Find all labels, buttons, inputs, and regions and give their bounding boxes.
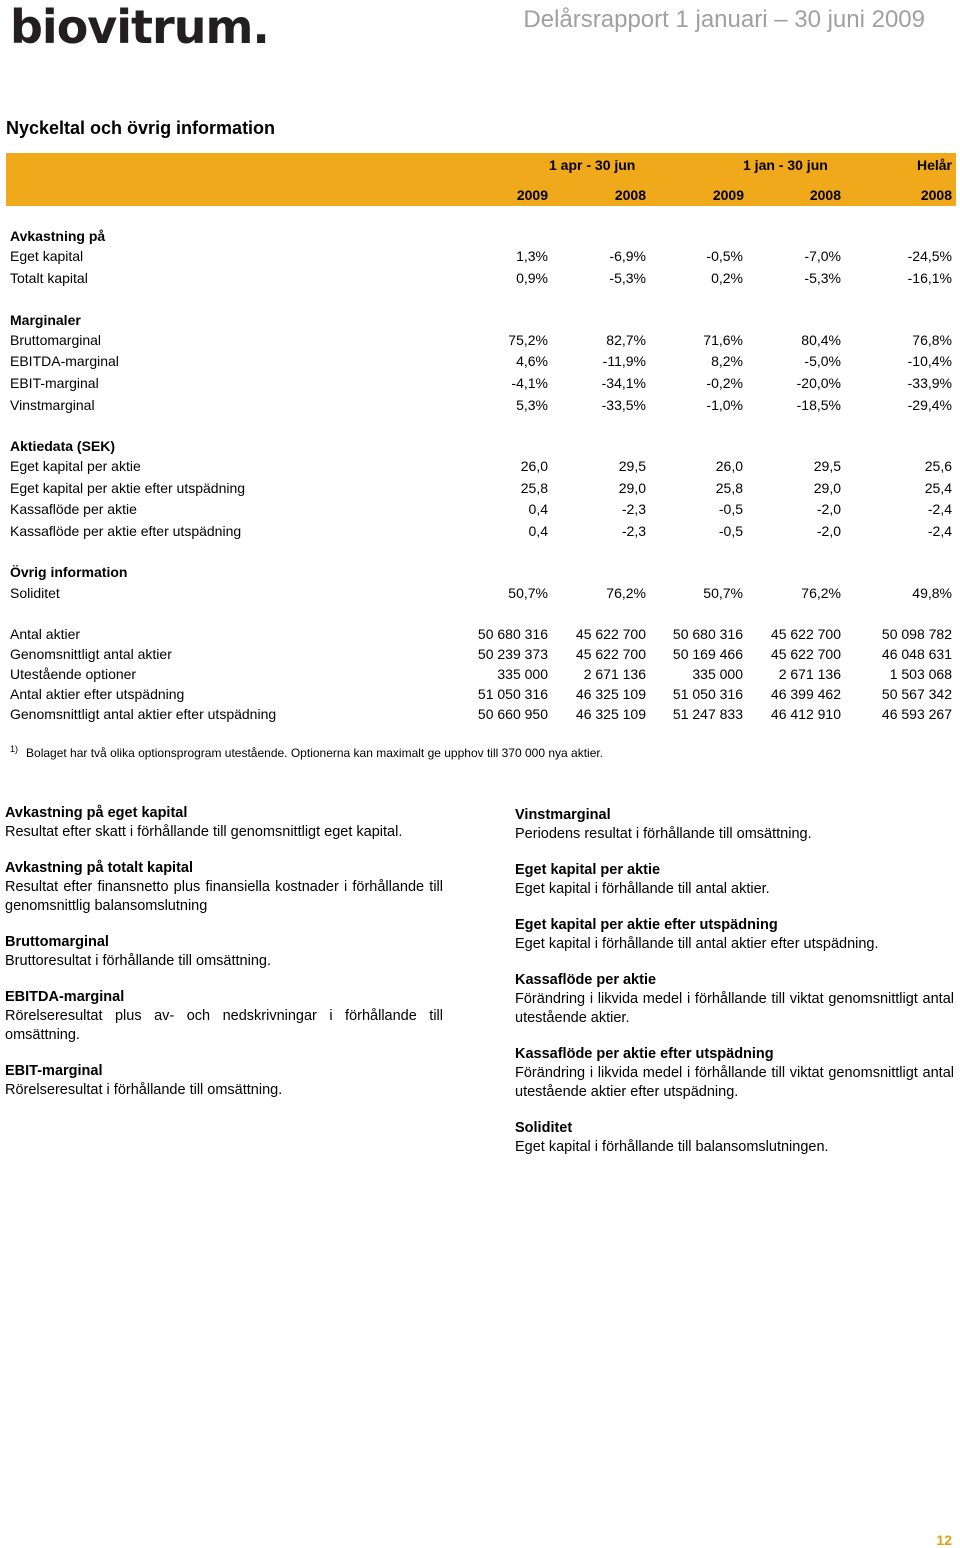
row-label: Eget kapital per aktie	[10, 458, 141, 474]
row-label: Marginaler	[10, 312, 81, 328]
table-cell: 29,0	[813, 480, 841, 496]
definition-term: Eget kapital per aktie efter utspädning	[515, 917, 778, 933]
table-cell: 45 622 700	[770, 626, 841, 642]
table-cell: -1,0%	[706, 397, 743, 413]
table-cell: 50 098 782	[881, 626, 952, 642]
definition-term: Soliditet	[515, 1120, 573, 1136]
table-cell: 29,5	[618, 458, 646, 474]
table-cell: -5,3%	[609, 270, 646, 286]
row-label: EBIT-marginal	[10, 375, 99, 391]
table-cell: 0,2%	[711, 270, 743, 286]
column-year: 2009	[712, 187, 744, 203]
table-cell: 51 050 316	[477, 686, 548, 702]
table-cell: 76,8%	[912, 332, 952, 348]
definition-item	[5, 804, 443, 842]
definition-text: Bruttoresultat i förhållande till omsättning.	[5, 953, 271, 969]
table-cell: -24,5%	[907, 248, 952, 264]
definition-text: Eget kapital i förhållande till balansomslutningen.	[515, 1139, 829, 1155]
table-row	[0, 646, 960, 666]
column-group-q2: 1 apr - 30 jun	[549, 157, 636, 173]
table-cell: 26,0	[715, 458, 743, 474]
row-label: Eget kapital	[10, 248, 84, 264]
definition-text: Eget kapital i förhållande till antal aktier efter utspädning.	[515, 936, 879, 952]
row-label: Avkastning på	[10, 228, 106, 244]
definitions-left	[5, 804, 443, 1117]
table-row	[0, 332, 960, 352]
table-cell: 8,2%	[711, 353, 743, 369]
table-group-heading	[0, 564, 960, 584]
row-label: Övrig information	[10, 564, 128, 580]
definition-item	[515, 971, 954, 1028]
table-cell: 29,0	[618, 480, 646, 496]
table-cell: 29,5	[813, 458, 841, 474]
table-row	[0, 585, 960, 605]
table-cell: 50 169 466	[672, 646, 743, 662]
table-cell: 75,2%	[508, 332, 548, 348]
column-group-year: Helår	[916, 157, 952, 173]
definitions-right	[515, 806, 954, 1174]
definition-term: Avkastning på totalt kapital	[5, 860, 193, 876]
table-cell: -18,5%	[796, 397, 841, 413]
table-row	[0, 686, 960, 706]
table-group-heading	[0, 438, 960, 458]
company-logo: biovitrum.	[10, 0, 269, 54]
table-cell: -20,0%	[796, 375, 841, 391]
row-label: Genomsnittligt antal aktier efter utspädning	[10, 706, 277, 722]
definition-term: EBIT-marginal	[5, 1063, 103, 1079]
table-cell: 45 622 700	[575, 646, 646, 662]
row-label: Eget kapital per aktie efter utspädning	[10, 480, 246, 496]
definition-term: Eget kapital per aktie	[515, 862, 661, 878]
table-cell: 51 247 833	[672, 706, 743, 722]
table-cell: -34,1%	[601, 375, 646, 391]
table-cell: 76,2%	[606, 585, 646, 601]
definition-item	[515, 916, 954, 954]
table-cell: 5,3%	[516, 397, 548, 413]
table-cell: 49,8%	[912, 585, 952, 601]
table-row	[0, 501, 960, 521]
definition-text: Förändring i likvida medel i förhållande till viktat genomsnittligt antal utestående aktier.	[515, 991, 954, 1026]
table-cell: 4,6%	[516, 353, 548, 369]
table-row	[0, 706, 960, 726]
table-cell: 50 239 373	[477, 646, 548, 662]
row-label: Antal aktier	[10, 626, 81, 642]
table-group-heading	[0, 228, 960, 248]
table-cell: -0,5%	[706, 248, 743, 264]
table-cell: 25,6	[924, 458, 952, 474]
table-cell: 50 567 342	[881, 686, 952, 702]
definition-text: Resultat efter finansnetto plus finansiella kostnader i förhållande till genomsnittlig balansomslutning	[5, 879, 443, 914]
row-label: Genomsnittligt antal aktier	[10, 646, 172, 662]
table-cell: 46 325 109	[575, 686, 646, 702]
column-year: 2008	[614, 187, 646, 203]
table-cell: -6,9%	[609, 248, 646, 264]
table-cell: 335 000	[692, 666, 743, 682]
table-cell: 82,7%	[606, 332, 646, 348]
table-cell: 46 325 109	[575, 706, 646, 722]
definition-text: Eget kapital i förhållande till antal aktier.	[515, 881, 770, 897]
row-label: Kassaflöde per aktie	[10, 501, 137, 517]
definition-item	[5, 1062, 443, 1100]
table-cell: -2,4	[927, 523, 952, 539]
footnote-text: Bolaget har två olika optionsprogram utestående. Optionerna kan maximalt ge upphov till 370 000 nya aktier.	[26, 746, 604, 760]
table-cell: 25,8	[715, 480, 743, 496]
table-cell: -29,4%	[907, 397, 952, 413]
row-label: Antal aktier efter utspädning	[10, 686, 185, 702]
column-group-h1: 1 jan - 30 jun	[743, 157, 828, 173]
table-cell: 51 050 316	[672, 686, 743, 702]
table-cell: -2,3	[621, 523, 646, 539]
definition-term: Bruttomarginal	[5, 934, 109, 950]
table-cell: 25,4	[924, 480, 952, 496]
definition-text: Rörelseresultat plus av- och nedskrivningar i förhållande till omsättning.	[5, 1008, 443, 1043]
definition-item	[5, 988, 443, 1045]
table-cell: 71,6%	[703, 332, 743, 348]
table-cell: -16,1%	[907, 270, 952, 286]
table-cell: -5,3%	[804, 270, 841, 286]
table-header-band	[6, 153, 956, 206]
table-cell: 50 680 316	[477, 626, 548, 642]
table-cell: -2,0	[816, 501, 841, 517]
table-cell: 1,3%	[516, 248, 548, 264]
definition-item	[515, 1119, 954, 1157]
row-label: EBITDA-marginal	[10, 353, 119, 369]
table-cell: 45 622 700	[770, 646, 841, 662]
definition-item	[5, 933, 443, 971]
table-cell: -2,3	[621, 501, 646, 517]
table-cell: -7,0%	[804, 248, 841, 264]
row-label: Kassaflöde per aktie efter utspädning	[10, 523, 242, 539]
table-row	[0, 375, 960, 395]
definition-item	[515, 861, 954, 899]
table-cell: -5,0%	[804, 353, 841, 369]
section-title: Nyckeltal och övrig information	[6, 118, 276, 138]
table-cell: 50 660 950	[477, 706, 548, 722]
table-cell: 80,4%	[801, 332, 841, 348]
table-cell: -33,5%	[601, 397, 646, 413]
column-year: 2008	[920, 187, 952, 203]
table-row	[0, 248, 960, 268]
table-cell: -2,4	[927, 501, 952, 517]
column-year: 2009	[516, 187, 548, 203]
table-group-heading	[0, 312, 960, 332]
table-cell: 46 399 462	[770, 686, 841, 702]
table-cell: -0,2%	[706, 375, 743, 391]
footnote-marker: 1)	[10, 744, 19, 754]
definition-term: Kassaflöde per aktie	[515, 972, 657, 988]
table-row	[0, 458, 960, 478]
column-year: 2008	[809, 187, 841, 203]
row-label: Totalt kapital	[10, 270, 88, 286]
table-row	[0, 270, 960, 290]
table-cell: 1 503 068	[889, 666, 952, 682]
table-cell: 76,2%	[801, 585, 841, 601]
table-cell: 50,7%	[508, 585, 548, 601]
definition-term: EBITDA-marginal	[5, 989, 125, 1005]
table-cell: -2,0	[816, 523, 841, 539]
table-row	[0, 480, 960, 500]
table-row	[0, 353, 960, 373]
definition-item	[515, 806, 954, 844]
table-cell: 0,4	[528, 501, 548, 517]
table-cell: 0,4	[528, 523, 548, 539]
table-row	[0, 397, 960, 417]
table-cell: -10,4%	[907, 353, 952, 369]
table-cell: -33,9%	[907, 375, 952, 391]
row-label: Soliditet	[10, 585, 60, 601]
definition-text: Förändring i likvida medel i förhållande till viktat genomsnittligt antal utestående aktier efter utspädning.	[515, 1065, 954, 1100]
table-cell: 45 622 700	[575, 626, 646, 642]
row-label: Utestående optioner	[10, 666, 137, 682]
table-cell: 25,8	[520, 480, 548, 496]
table-cell: 335 000	[497, 666, 548, 682]
page-number: 12	[936, 1532, 952, 1548]
table-cell: 50 680 316	[672, 626, 743, 642]
definition-text: Periodens resultat i förhållande till omsättning.	[515, 826, 812, 842]
table-cell: 2 671 136	[583, 666, 646, 682]
definition-term: Vinstmarginal	[515, 807, 611, 823]
table-cell: 0,9%	[516, 270, 548, 286]
table-row	[0, 666, 960, 686]
table-cell: -4,1%	[511, 375, 548, 391]
table-cell: -11,9%	[602, 353, 646, 369]
row-label: Vinstmarginal	[10, 397, 95, 413]
report-title: Delårsrapport 1 januari – 30 juni 2009	[523, 6, 925, 33]
table-cell: 26,0	[520, 458, 548, 474]
table-cell: 2 671 136	[778, 666, 841, 682]
table-cell: 46 048 631	[881, 646, 952, 662]
definition-term: Avkastning på eget kapital	[5, 805, 188, 821]
table-row	[0, 626, 960, 646]
definition-text: Resultat efter skatt i förhållande till genomsnittligt eget kapital.	[5, 824, 403, 840]
row-label: Bruttomarginal	[10, 332, 102, 348]
table-cell: -0,5	[718, 501, 743, 517]
table-cell: -0,5	[718, 523, 743, 539]
definition-item	[5, 859, 443, 916]
table-cell: 46 593 267	[881, 706, 952, 722]
row-label: Aktiedata (SEK)	[10, 438, 116, 454]
table-cell: 46 412 910	[770, 706, 841, 722]
table-cell: 50,7%	[703, 585, 743, 601]
definition-term: Kassaflöde per aktie efter utspädning	[515, 1046, 774, 1062]
definition-item	[515, 1045, 954, 1102]
table-row	[0, 523, 960, 543]
footnote	[10, 744, 603, 760]
definition-text: Rörelseresultat i förhållande till omsättning.	[5, 1082, 283, 1098]
